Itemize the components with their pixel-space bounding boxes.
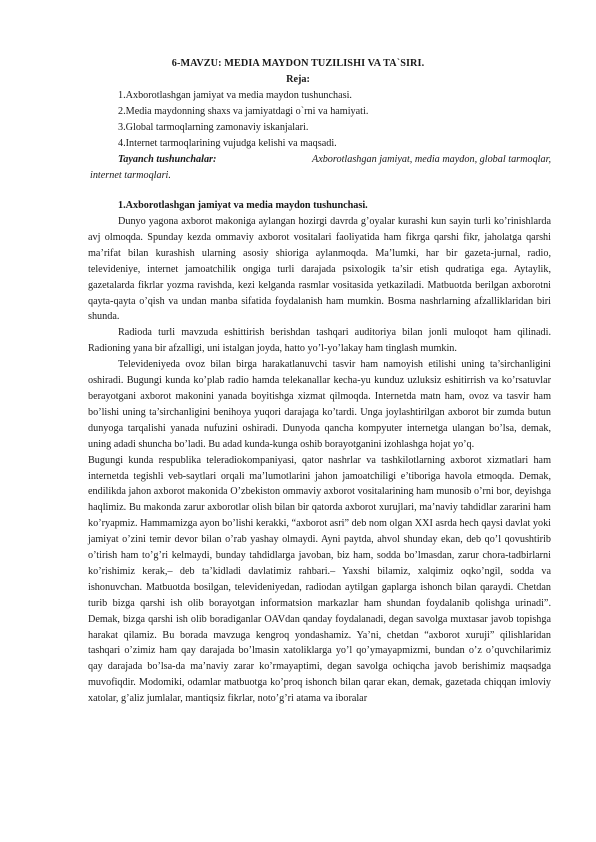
- paragraph-1: Dunyo yagona axborot makoniga aylangan hozirgi davrda g’oyalar kurashi kun sayin turli ko’rinishlarda avj olmoqda. Spunday kezda ommaviy axborot vositalari faoliyatida ham fikrga qarshi fikr, jaholatga qarshi ma’rifat bilan kurashish ularning asosiy shioriga aylanmoqda. Ma’lumki, har bir gazeta-jurnal, radio, televideniye, internet jamoatchilik ongiga turli darajada psixologik ta’sir etish qudratiga ega. Aytaylik, gazetalarda fikrlar yozma ravishda, kezi kelganda rasmlar vositasida yetkaziladi. Matbuotda berilgan axborotni qayta-qayta o’qish va undan manba sifatida foydalanish ham mumkin. Bosma nashrlarning afzalliklaridan biri shunda.: [88, 216, 551, 323]
- paragraph-3: Televideniyeda ovoz bilan birga harakatlanuvchi tasvir ham namoyish etilishi uning ta’sirchanligini oshiradi. Bugungi kunda ko’plab radio hamda telekanallar kecha-yu kunduz uzluksiz eshitirrish va ko’rsatuvlar berayotgani axborot makonini yanada boyitishga xizmat qilmoqda. Internetda matn ham, ovoz va tasvir ham bo’lishi uning ta’sirchanligini benihoya yuqori darajaga ko’tardi. Unga joylashtirilgan axborot bir zumda butun dunyoga tarqalishi yanada nufuzini oshiradi. Dunyoda qancha kompyuter internetga ulangan bo’lsa, demak, uning adadi shuncha bo’ladi. Bu adad kunda-kunga oshib borayotganini izohlashga hojat yo’q.: [88, 359, 551, 450]
- plan-item-3: 3.Global tarmoqlarning zamonaviy iskanjalari.: [118, 122, 309, 133]
- section-heading: 1.Axborotlashgan jamiyat va media maydon tushunchasi.: [118, 200, 368, 211]
- keywords-line: [118, 152, 551, 168]
- plan-item-2: 2.Media maydonning shaxs va jamiyatdagi o`rni va hamiyati.: [118, 106, 369, 117]
- keywords-text: Axborotlashgan jamiyat, media maydon, global tarmoqlar,: [311, 154, 551, 165]
- document-title: 6-MAVZU: MEDIA MAYDON TUZILISHI VA TA`SIRI.: [171, 58, 425, 69]
- paragraph-2: Radioda turli mavzuda eshittirish berishdan tashqari auditoriya bilan jonli muloqot ham qilinadi. Radioning yana bir afzalligi, uni istalgan joyda, hatto yo’l-yo’lakay ham tinglash mumkin.: [88, 327, 551, 355]
- plan-item-4: 4.Internet tarmoqlarining vujudga kelishi va maqsadi.: [118, 138, 337, 149]
- keywords-label: Tayanch tushunchalar:: [118, 154, 217, 165]
- plan-item-1: 1.Axborotlashgan jamiyat va media maydon tushunchasi.: [118, 90, 352, 101]
- plan-heading: Reja:: [286, 74, 310, 85]
- paragraph-4: Bugungi kunda respublika teleradiokompaniyasi, qator nashrlar va tashkilotlarning axborot xizmatlari ham internetda tegishli veb-saytlari orqali ma’lumotlarini jahon jamoatchiligi e’tiboriga havola etmoqda. Demak, endilikda jahon axborot makonida O’zbekiston ommaviy axborot vositalarining ham munosib o’rni bor, deyishga haqlimiz. Bu makonda zarur axborotlar olish bilan bir qatorda axborot xurujlari, ma’naviy tahdidlar zararini ham ko’ryapmiz. Hammamizga ayon bo’lishi kerakki, “axborot asri” deb nom olgan XXI asrda hech qaysi davlat yoki jamiyat o’zini temir devor bilan o’rab yashay olmaydi. Ayni paytda, ahvol shunday ekan, deb qo’l qovushtirib o’tirish ham to’g’ri kelmaydi, bunday tahdidlarga javoban, biz ham, sodda bo’lmasdan, zarur chora-tadbirlarni ko’rishimiz kerak,– deb ta’kidladi davlatimiz rahbari.– Yaxshi bilamiz, xalqimiz oqko’ngil, sodda va ishonuvchan. Matbuotda bosilgan, televideniyedan, radiodan aytilgan gaplarga ishonch bilan qaraydi. Chetdan turib bizga qarshi ish olib borayotgan informatsion markazlar ham shundan foydalanib qolishga urinadi”. Demak, bizga qarshi ish olib boradiganlar OAVdan qanday foydalanadi, degan savolga muxtasar javob topishga harakat qilamiz. Bu borada mavzuga kengroq yondashamiz. Ya’ni, chetdan “axborot xuruji” qilishlaridan tashqari o’zimiz ham qay darajada bo’lmasin xatoliklarga yo’l qo’ymayapmizmi, bundan o’z o’quvchilarimiz qay darajada bo’lsa-da ma’naviy zarar ko’rmayaptimi, degan savolga ochiqcha javob berishimiz maqsadga muvofiqdir. Modomiki, odamlar matbuotga ko’proq ishonch bilan qarar ekan, demak, gazetada chiqqan imloviy xatolar, g’aliz jumlalar, mantiqsiz fikrlar, noto’g’ri atama va iboralar: [88, 454, 551, 705]
- document-body: [88, 214, 551, 707]
- keywords-text-continued: internet tarmoqlari.: [90, 170, 171, 181]
